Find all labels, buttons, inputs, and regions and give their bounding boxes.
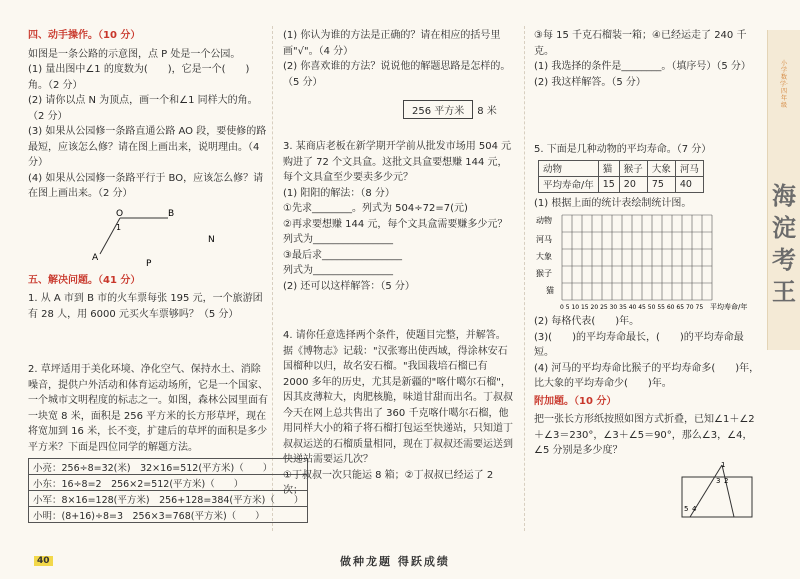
blank-chart-grid (534, 211, 760, 311)
table-cell: 40 (675, 176, 703, 192)
section4-title: 四、动手操作。（10 分） (28, 30, 141, 41)
chart-label-elephant: 大象 (536, 252, 552, 261)
label-angle1: 1 (116, 222, 122, 232)
method-row: 小明：(8+16)÷8=3 256×3=768(平方米)（ ） (29, 507, 308, 523)
label-O: O (116, 208, 124, 219)
method-row: 小亮：256÷8=32(米) 32×16=512(平方米)（ ） (29, 459, 308, 475)
problem3-2: (2) 还可以这样解答：（5 分） (283, 280, 415, 292)
problem4-text: 据《博物志》记载："汉张骞出使西域，得涂林安石国榴种以归，故名安石榴。"我国栽培石榴已有 2000 多年的历史，尤其是新疆的"喀什噶尔石榴"，因其皮薄粒大，肉肥核脆，味道甘甜而出名。丁叔叔今天在网上总共售出了 360 千克喀什噶尔石榴，他用同样大小的箱子将石榴打包运至快递站，只知道丁叔叔运送的石榴质量相同，现在丁叔叔还需要运送到快递站需要运几次？ (283, 345, 513, 465)
grid-lines (562, 215, 712, 300)
chart-x-label: 平均寿命/年 (710, 303, 748, 311)
problem3-formula2: 列式为________________ (283, 265, 393, 276)
road-figure (28, 202, 268, 270)
problem1: 1. 从 A 市到 B 市的火车票每张 195 元，一个旅游团有 28 人，用 6000 元买火车票够吗？（5 分） (28, 293, 263, 320)
problem3-step3: ③最后求________________ (283, 249, 402, 261)
side-banner (767, 30, 800, 350)
column-middle (283, 28, 515, 549)
method-row: 小东：16÷8=2 256×2=512(平方米)（ ） (29, 475, 308, 491)
label-B: B (168, 208, 175, 219)
problem5-4: (4) 河马的平均寿命比猴子的平均寿命多( )年，比大象的平均寿命少( )年。 (534, 362, 760, 389)
problem4-conditions: ①丁叔叔一次只能运 8 箱；②丁叔叔已经运了 2 次； (283, 469, 494, 496)
label-A: A (92, 252, 99, 263)
answer2-2: (2) 你喜欢谁的方法？说说他的解题思路是怎样的。（5 分） (283, 61, 511, 88)
my-answer: (2) 我这样解答。（5 分） (534, 76, 646, 88)
problem5-1: (1) 根据上面的统计表绘制统计图。 (534, 197, 692, 209)
side-title: 海淀考王 (772, 182, 796, 306)
section5-title: 五、解决问题。（41 分） (28, 274, 141, 286)
problem3: 3. 某商店老板在新学期开学前从批发市场用 504 元购进了 72 个文具盒。这批文具盒要想赚 144 元，每个文具盒至少要卖多少元？ (283, 141, 512, 183)
table-head-cell: 河马 (675, 160, 703, 176)
q4-1: (1) 量出图中∠1 的度数为( )，它是一个( )角。（2 分） (28, 64, 250, 91)
problem3-1: (1) 阳阳的解法：（8 分） (283, 187, 395, 199)
problem5-2: (2) 每格代表( )年。 (534, 316, 640, 327)
fold-angle-1: 1 (721, 460, 726, 469)
table-cell: 20 (619, 176, 647, 192)
q4-2: (2) 请你以点 N 为顶点，画一个和∠1 同样大的角。（2 分） (28, 95, 258, 122)
problem2: 2. 草坪适用于美化环境、净化空气、保持水土、消除噪音，提供户外活动和体育运动场所，它是一个国家、一个城市文明程度的标志之一。如图，森林公园里面有一块宽 8 米，面积是 256 平方米的长方形草坪，现在将宽加到 16 米，长不变，扩建后的草坪的面积是多少平方米？下面是四位同学的解题方法。 (28, 364, 268, 453)
table-head-cell: 大象 (647, 160, 675, 176)
chart-label-animal: 动物 (536, 216, 552, 225)
table-head-cell: 猴子 (619, 160, 647, 176)
lawn-rect: 256 平方米 (403, 100, 473, 119)
fold-line-b (722, 465, 734, 517)
answer2-1: (1) 你认为谁的方法是正确的？请在相应的括号里画"√"。（4 分） (283, 30, 501, 57)
lawn-width: 8 米 (477, 106, 497, 117)
problem4: 4. 请你任意选择两个条件，使题目完整，并解答。 (283, 330, 506, 341)
chart-x-ticks: 0 5 10 15 20 25 30 35 40 45 50 55 60 65 70 75 (560, 304, 704, 311)
fold-figure (534, 459, 760, 521)
fold-angle-4: 4 (692, 504, 697, 513)
label-N: N (208, 234, 215, 245)
lifespan-table (538, 160, 704, 193)
table-cell: 15 (598, 176, 619, 192)
fold-angle-3: 3 (716, 476, 721, 485)
condition3-4: ③每 15 千克石榴装一箱；④已经运走了 240 千克。 (534, 30, 747, 57)
fold-angle-2: 2 (724, 476, 729, 485)
label-P: P (146, 258, 152, 269)
methods-table (28, 458, 308, 523)
problem3-step2: ②再求要想赚 144 元，每个文具盒需要赚多少元？ (283, 218, 508, 230)
method-row: 小军：8×16=128(平方米) 256+128=384(平方米)（ ） (29, 491, 308, 507)
chart-label-hippo: 河马 (536, 235, 552, 244)
table-cell: 平均寿命/年 (539, 176, 599, 192)
table-cell: 75 (647, 176, 675, 192)
problem3-step1: ①先求________。列式为 504÷72=7(元) (283, 203, 468, 214)
table-head-cell: 动物 (539, 160, 599, 176)
extra-title: 附加题。（10 分） (534, 395, 617, 407)
section4-intro: 如图是一条公路的示意图，点 P 处是一个公园。 (28, 48, 241, 60)
column-right (534, 28, 760, 549)
pick-conditions: (1) 我选择的条件是________。（填序号）（5 分） (534, 61, 751, 72)
footer-slogan: 做种龙题 得跃成绩 (340, 555, 450, 568)
page-number: 40 (34, 556, 53, 566)
chart-label-cat: 猫 (546, 286, 554, 295)
side-subtitle: 小学数学·四年级 (780, 60, 788, 109)
table-head-cell: 猫 (598, 160, 619, 176)
q4-3: (3) 如果从公园修一条路直通公路 AO 段，要使修的路最短，应该怎么修？请在图上画出来，说明理由。（4 分） (28, 126, 267, 168)
problem5: 5. 下面是几种动物的平均寿命。（7 分） (534, 144, 712, 155)
column-left (28, 28, 304, 549)
chart-label-monkey: 猴子 (536, 269, 552, 278)
problem5-3: (3)( )的平均寿命最长，( )的平均寿命最短。 (534, 331, 744, 358)
extra-problem: 把一张长方形纸按照如图方式折叠，已知∠1＋∠2＋∠3＝230°，∠3＋∠5＝90°，那么∠3，∠4，∠5 分别是多少度？ (534, 414, 755, 456)
problem3-formula: 列式为________________ (283, 234, 393, 245)
q4-4: (4) 如果从公园修一条路平行于 BO，应该怎么修？请在图上画出来。（2 分） (28, 172, 264, 199)
fold-angle-5: 5 (684, 504, 689, 513)
